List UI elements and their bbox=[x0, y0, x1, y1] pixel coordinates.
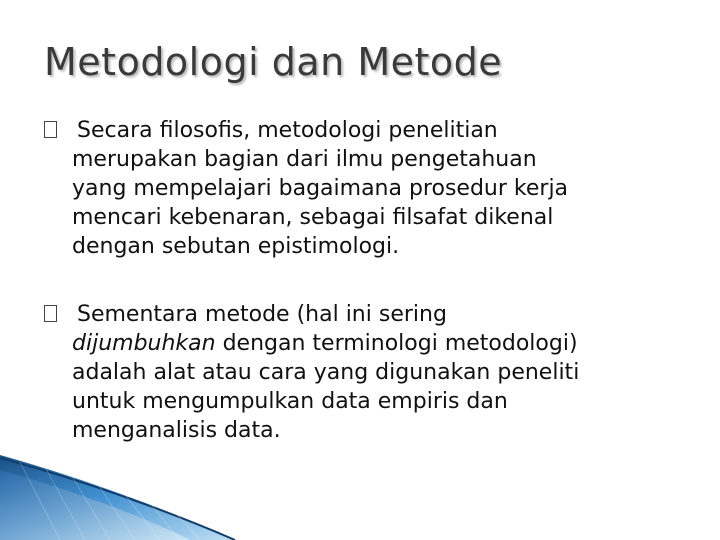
bullet-1-line-2: merupakan bagian dari ilmu pengetahuan bbox=[72, 147, 537, 172]
bullet-1-text-1: Secara filosofis, metodologi penelitian bbox=[77, 118, 498, 143]
bullet-1-line-3: yang mempelajari bagaimana prosedur kerja bbox=[72, 176, 569, 201]
slide-title: Metodologi dan Metode bbox=[44, 40, 503, 84]
bullet-2-line-5: menganalisis data. bbox=[72, 418, 281, 443]
bullet-2-text-1: Sementara metode (hal ini sering bbox=[77, 302, 447, 327]
bullet-2-italic-term: dijumbuhkan bbox=[72, 331, 216, 356]
bullet-2-line-3: adalah alat atau cara yang digunakan peneliti bbox=[72, 360, 580, 385]
bullet-2-line-4: untuk mengumpulkan data empiris dan bbox=[72, 389, 508, 414]
bullet-1-line-5: dengan sebutan epistimologi. bbox=[72, 234, 400, 259]
bullet-2-text-2: dengan terminologi metodologi) bbox=[215, 331, 578, 356]
bullet-1-line-4: mencari kebenaran, sebagai filsafat dikenal bbox=[72, 205, 554, 230]
